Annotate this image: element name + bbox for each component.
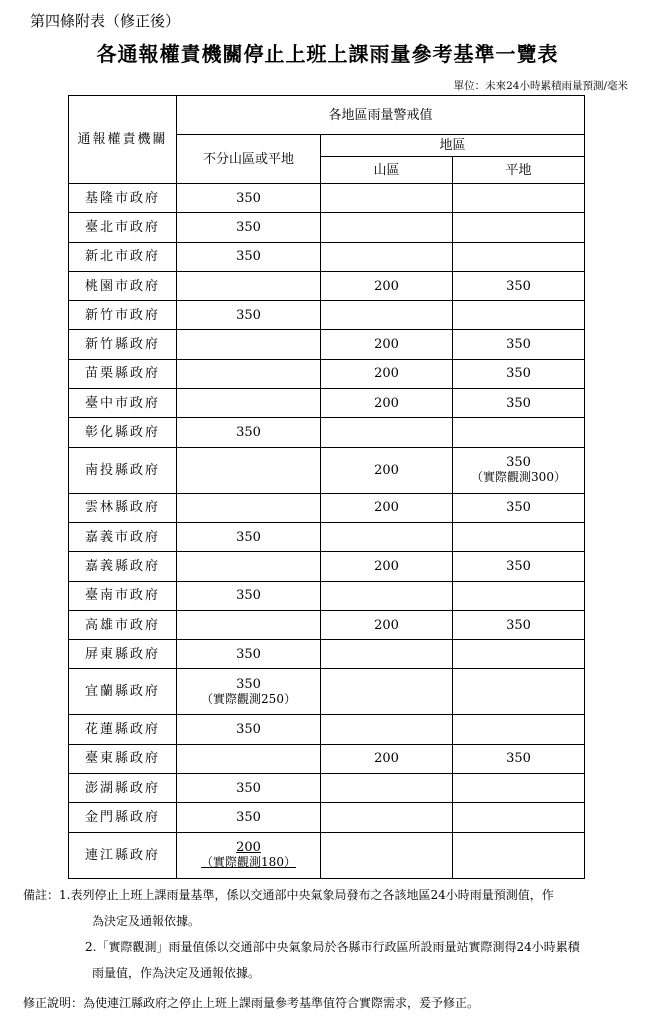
plain-cell-value: 350 bbox=[506, 455, 531, 471]
mountain-cell-value: 200 bbox=[374, 500, 399, 516]
table-row bbox=[69, 744, 585, 773]
plain-cell bbox=[453, 552, 585, 581]
mountain-cell-value: 200 bbox=[374, 395, 399, 411]
table-row bbox=[69, 493, 585, 522]
agency-cell: 新竹縣政府 bbox=[69, 330, 177, 359]
mountain-cell bbox=[321, 271, 453, 300]
table-row bbox=[69, 715, 585, 744]
mountain-cell bbox=[321, 447, 453, 493]
note-2-line-1: 2.「實際觀測」雨量值係以交通部中央氣象局於各縣市行政區所設雨量站實際測得24小時累積 bbox=[85, 940, 580, 954]
plain-cell bbox=[453, 242, 585, 271]
agency-cell: 新北市政府 bbox=[69, 242, 177, 271]
all-areas-cell bbox=[177, 715, 321, 744]
all-areas-cell bbox=[177, 522, 321, 551]
agency-cell: 新竹市政府 bbox=[69, 301, 177, 330]
all-areas-cell bbox=[177, 359, 321, 388]
plain-cell bbox=[453, 581, 585, 610]
plain-cell bbox=[453, 640, 585, 669]
note-1-line-2: 為決定及通報依據。 bbox=[92, 914, 201, 928]
agency-cell: 花蓮縣政府 bbox=[69, 715, 177, 744]
header-mountain: 山區 bbox=[321, 157, 453, 184]
plain-cell bbox=[453, 301, 585, 330]
agency-cell: 宜蘭縣政府 bbox=[69, 669, 177, 715]
table-row bbox=[69, 330, 585, 359]
table-row bbox=[69, 359, 585, 388]
all-areas-cell bbox=[177, 389, 321, 418]
agency-cell: 基隆市政府 bbox=[69, 184, 177, 213]
mountain-cell bbox=[321, 242, 453, 271]
plain-cell-value: 350 bbox=[506, 395, 531, 411]
document-title: 各通報權責機關停止上班上課雨量參考基準一覽表 bbox=[96, 42, 559, 66]
note-2-line-2: 雨量值，作為決定及通報依據。 bbox=[92, 966, 261, 980]
all-areas-cell-value: 350 bbox=[236, 249, 261, 265]
mountain-cell bbox=[321, 581, 453, 610]
mountain-cell-value: 200 bbox=[374, 558, 399, 574]
all-areas-cell bbox=[177, 447, 321, 493]
rainfall-threshold-table bbox=[68, 95, 585, 879]
agency-cell: 苗栗縣政府 bbox=[69, 359, 177, 388]
plain-cell bbox=[453, 669, 585, 715]
mountain-cell bbox=[321, 213, 453, 242]
plain-cell bbox=[453, 389, 585, 418]
mountain-cell bbox=[321, 552, 453, 581]
mountain-cell-value: 200 bbox=[374, 751, 399, 767]
plain-cell bbox=[453, 774, 585, 803]
plain-cell bbox=[453, 184, 585, 213]
mountain-cell bbox=[321, 774, 453, 803]
all-areas-cell bbox=[177, 418, 321, 447]
table-row bbox=[69, 447, 585, 493]
mountain-cell bbox=[321, 418, 453, 447]
plain-cell-value: 350 bbox=[506, 500, 531, 516]
header-agency: 通報權責機關 bbox=[69, 96, 177, 184]
table-row bbox=[69, 242, 585, 271]
agency-cell: 臺南市政府 bbox=[69, 581, 177, 610]
plain-cell-value: 350 bbox=[506, 617, 531, 633]
mountain-cell bbox=[321, 669, 453, 715]
table-row bbox=[69, 803, 585, 832]
table-row bbox=[69, 774, 585, 803]
all-areas-cell bbox=[177, 184, 321, 213]
agency-cell: 金門縣政府 bbox=[69, 803, 177, 832]
plain-cell bbox=[453, 271, 585, 300]
agency-cell: 臺北市政府 bbox=[69, 213, 177, 242]
plain-cell bbox=[453, 744, 585, 773]
plain-cell bbox=[453, 447, 585, 493]
all-areas-cell bbox=[177, 581, 321, 610]
all-areas-cell bbox=[177, 832, 321, 878]
agency-cell: 彰化縣政府 bbox=[69, 418, 177, 447]
notes-label: 備註： bbox=[23, 888, 60, 902]
plain-cell bbox=[453, 359, 585, 388]
all-areas-cell-value: 350 bbox=[236, 722, 261, 738]
agency-cell: 高雄市政府 bbox=[69, 610, 177, 639]
agency-cell: 嘉義市政府 bbox=[69, 522, 177, 551]
table-row bbox=[69, 301, 585, 330]
agency-cell: 屏東縣政府 bbox=[69, 640, 177, 669]
all-areas-cell-note: （實際觀測180） bbox=[201, 855, 296, 870]
table-row bbox=[69, 832, 585, 878]
all-areas-cell bbox=[177, 610, 321, 639]
mountain-cell bbox=[321, 522, 453, 551]
notes-section bbox=[23, 882, 638, 1016]
plain-cell bbox=[453, 832, 585, 878]
mountain-cell bbox=[321, 301, 453, 330]
table-row bbox=[69, 552, 585, 581]
mountain-cell bbox=[321, 493, 453, 522]
all-areas-cell-value: 350 bbox=[236, 809, 261, 825]
table-row bbox=[69, 271, 585, 300]
all-areas-cell bbox=[177, 242, 321, 271]
all-areas-cell-value: 350 bbox=[236, 219, 261, 235]
mountain-cell-value: 200 bbox=[374, 337, 399, 353]
all-areas-cell-value: 350 bbox=[236, 529, 261, 545]
agency-cell: 雲林縣政府 bbox=[69, 493, 177, 522]
header-area: 地區 bbox=[321, 135, 585, 157]
all-areas-cell bbox=[177, 640, 321, 669]
note-1-line-1: 1.表列停止上班上課雨量基準，係以交通部中央氣象局發布之各該地區24小時雨量預測值，作 bbox=[59, 888, 554, 902]
all-areas-cell bbox=[177, 271, 321, 300]
mountain-cell-value: 200 bbox=[374, 366, 399, 382]
agency-cell: 臺東縣政府 bbox=[69, 744, 177, 773]
plain-cell-value: 350 bbox=[506, 558, 531, 574]
agency-cell: 臺中市政府 bbox=[69, 389, 177, 418]
table-row bbox=[69, 389, 585, 418]
all-areas-cell-value: 350 bbox=[236, 780, 261, 796]
table-row bbox=[69, 213, 585, 242]
agency-cell: 嘉義縣政府 bbox=[69, 552, 177, 581]
mountain-cell bbox=[321, 359, 453, 388]
all-areas-cell bbox=[177, 774, 321, 803]
mountain-cell bbox=[321, 610, 453, 639]
header-no-distinction: 不分山區或平地 bbox=[177, 135, 321, 184]
all-areas-cell-value: 350 bbox=[236, 190, 261, 206]
table-row bbox=[69, 184, 585, 213]
table-row bbox=[69, 418, 585, 447]
mountain-cell bbox=[321, 715, 453, 744]
all-areas-cell bbox=[177, 669, 321, 715]
plain-cell-value: 350 bbox=[506, 337, 531, 353]
mountain-cell bbox=[321, 184, 453, 213]
all-areas-cell bbox=[177, 744, 321, 773]
mountain-cell-value: 200 bbox=[374, 462, 399, 478]
header-plain: 平地 bbox=[453, 157, 585, 184]
mountain-cell bbox=[321, 640, 453, 669]
all-areas-cell bbox=[177, 552, 321, 581]
mountain-cell bbox=[321, 832, 453, 878]
revision-note: 修正說明：為使連江縣政府之停止上班上課雨量參考基準值符合實際需求，爰予修正。 bbox=[23, 996, 480, 1010]
plain-cell bbox=[453, 610, 585, 639]
mountain-cell-value: 200 bbox=[374, 617, 399, 633]
table-row bbox=[69, 610, 585, 639]
plain-cell bbox=[453, 803, 585, 832]
all-areas-cell-note: （實際觀測250） bbox=[201, 691, 296, 706]
agency-cell: 連江縣政府 bbox=[69, 832, 177, 878]
all-areas-cell-value: 200 bbox=[236, 840, 261, 856]
unit-note: 單位：未來24小時累積雨量預測/毫米 bbox=[453, 80, 628, 92]
mountain-cell bbox=[321, 330, 453, 359]
mountain-cell bbox=[321, 803, 453, 832]
plain-cell bbox=[453, 213, 585, 242]
table-row bbox=[69, 581, 585, 610]
plain-cell-value: 350 bbox=[506, 278, 531, 294]
plain-cell-value: 350 bbox=[506, 751, 531, 767]
header-warning-values: 各地區雨量警戒值 bbox=[177, 96, 585, 135]
all-areas-cell bbox=[177, 493, 321, 522]
plain-cell bbox=[453, 418, 585, 447]
all-areas-cell bbox=[177, 301, 321, 330]
plain-cell bbox=[453, 522, 585, 551]
table-row bbox=[69, 522, 585, 551]
agency-cell: 桃園市政府 bbox=[69, 271, 177, 300]
all-areas-cell bbox=[177, 330, 321, 359]
plain-cell-value: 350 bbox=[506, 366, 531, 382]
plain-cell-note: （實際觀測300） bbox=[471, 470, 566, 485]
all-areas-cell bbox=[177, 803, 321, 832]
all-areas-cell-value: 350 bbox=[236, 425, 261, 441]
agency-cell: 南投縣政府 bbox=[69, 447, 177, 493]
plain-cell bbox=[453, 715, 585, 744]
mountain-cell bbox=[321, 744, 453, 773]
plain-cell bbox=[453, 493, 585, 522]
plain-cell bbox=[453, 330, 585, 359]
agency-cell: 澎湖縣政府 bbox=[69, 774, 177, 803]
all-areas-cell-value: 350 bbox=[236, 646, 261, 662]
table-row bbox=[69, 669, 585, 715]
all-areas-cell bbox=[177, 213, 321, 242]
all-areas-cell-value: 350 bbox=[236, 307, 261, 323]
mountain-cell bbox=[321, 389, 453, 418]
attachment-label: 第四條附表（修正後） bbox=[30, 12, 181, 30]
all-areas-cell-value: 350 bbox=[236, 588, 261, 604]
all-areas-cell-value: 350 bbox=[236, 676, 261, 692]
mountain-cell-value: 200 bbox=[374, 278, 399, 294]
table-row bbox=[69, 640, 585, 669]
